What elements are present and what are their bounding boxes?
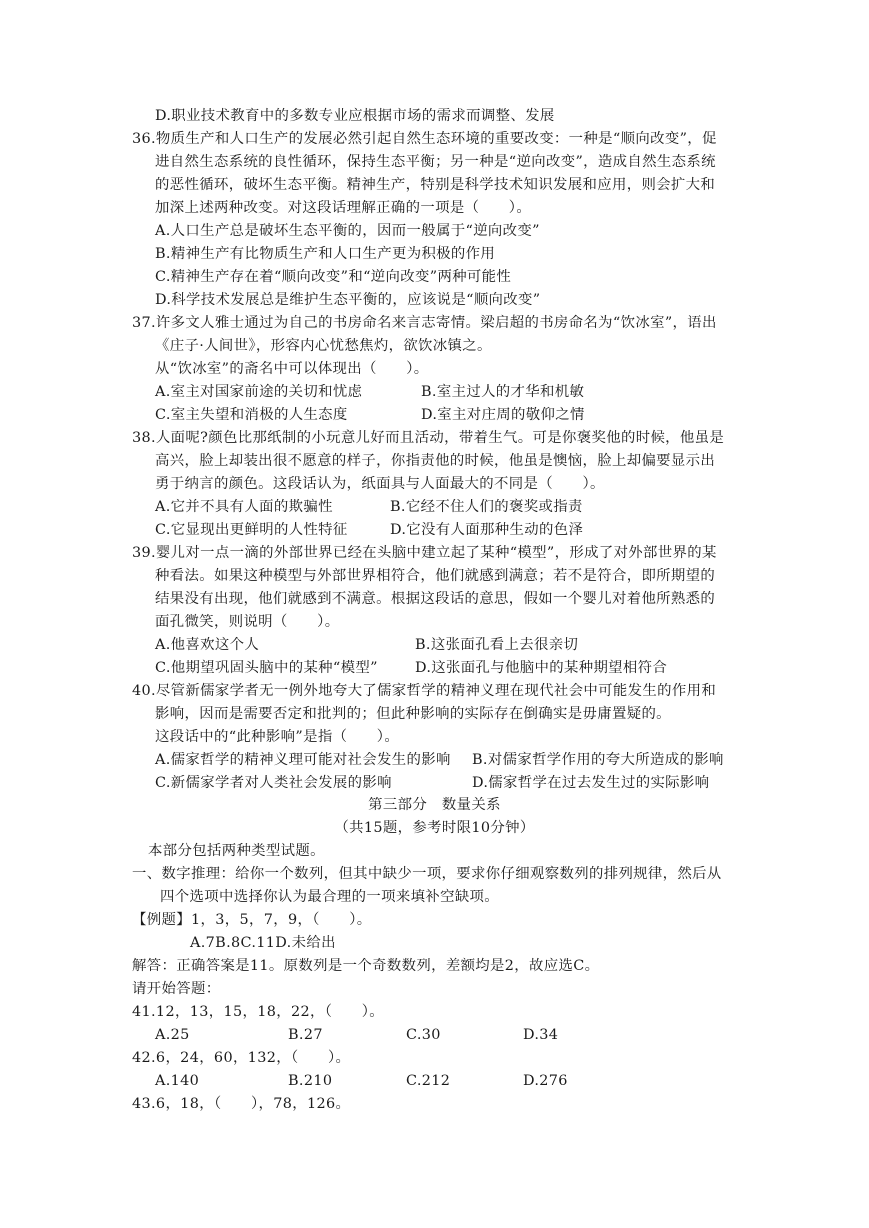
line-q39-stem-4: 面孔微笑，则说明（ ）。 — [155, 614, 340, 630]
line-section-intro: 本部分包括两种类型试题。 — [148, 843, 325, 859]
line-q38-option-d: D.它没有人面那种生动的色泽 — [390, 522, 584, 538]
line-q38-stem-2: 高兴，脸上却装出很不愿意的样子，你指责他的时候，他虽是懊恼，脸上却偏要显示出 — [155, 453, 716, 469]
line-q41-option-b: B.27 — [288, 1027, 323, 1043]
line-type-one-desc-2: 四个选项中选择你认为最合理的一项来填补空缺项。 — [160, 889, 500, 905]
line-q36-stem-1: 36.物质生产和人口生产的发展必然引起自然生态环境的重要改变：一种是“顺向改变”，促 — [132, 131, 717, 147]
line-q37-stem-2: 《庄子·人间世》，形容内心忧愁焦灼，欲饮冰镇之。 — [155, 338, 492, 354]
line-q39-stem-1: 39.婴儿对一点一滴的外部世界已经在头脑中建立起了某种“模型”，形成了对外部世界的某 — [132, 545, 717, 561]
line-example-answer: 解答：正确答案是11。原数列是一个奇数数列，差额均是2，故应选C。 — [132, 958, 600, 974]
line-q39-stem-2: 种看法。如果这种模型与外部世界相符合，他们就感到满意；若不是符合，即所期望的 — [155, 568, 716, 584]
line-q36-stem-2: 进自然生态系统的良性循环，保持生态平衡；另一种是“逆向改变”，造成自然生态系统 — [155, 154, 716, 170]
line-q42-option-c: C.212 — [406, 1073, 451, 1089]
line-q40-option-c: C.新儒家学者对人类社会发展的影响 — [155, 775, 392, 791]
line-q38-option-a: A.它并不具有人面的欺骗性 — [155, 499, 333, 515]
line-q40-option-d: D.儒家哲学在过去发生过的实际影响 — [472, 775, 710, 791]
line-q40-stem-2: 影响，因而是需要否定和批判的；但此种影响的实际存在倒确实是毋庸置疑的。 — [155, 706, 671, 722]
line-q37-stem-3: 从“饮冰室”的斋名中可以体现出（ ）。 — [155, 361, 429, 377]
line-q39-option-c: C.他期望巩固头脑中的某种“模型” — [155, 660, 378, 676]
line-q38-stem-3: 勇于纳言的颜色。这段话认为，纸面具与人面最大的不同是（ ）。 — [155, 476, 605, 492]
line-q40-stem-3: 这段话中的“此种影响”是指（ ）。 — [155, 729, 400, 745]
line-q41-stem: 41.12，13，15，18，22，（ ）。 — [132, 1004, 385, 1020]
line-q38-stem-1: 38.人面呢?颜色比那纸制的小玩意儿好而且活动，带着生气。可是你褒奖他的时候，他虽是 — [132, 430, 725, 446]
line-q42-stem: 42.6，24，60，132，（ ）。 — [132, 1050, 351, 1066]
line-q40-stem-1: 40.尽管新儒家学者无一例外地夸大了儒家哲学的精神义理在现代社会中可能发生的作用和 — [132, 683, 717, 699]
line-begin: 请开始答题： — [132, 981, 221, 997]
line-q39-option-b: B.这张面孔看上去很亲切 — [415, 637, 579, 653]
line-example-options: A.7B.8C.11D.未给出 — [190, 935, 336, 951]
line-example: 【例题】1，3，5，7，9，（ ）。 — [132, 912, 372, 928]
line-q40-option-a: A.儒家哲学的精神义理可能对社会发生的影响 — [155, 752, 451, 768]
line-q42-option-a: A.140 — [155, 1073, 200, 1089]
line-q42-option-d: D.276 — [523, 1073, 568, 1089]
line-q37-option-d: D.室主对庄周的敬仰之情 — [421, 407, 585, 423]
line-q37-option-b: B.室主过人的才华和机敏 — [421, 384, 585, 400]
line-q41-option-a: A.25 — [155, 1027, 190, 1043]
line-q39-option-a: A.他喜欢这个人 — [155, 637, 260, 653]
line-q36-stem-4: 加深上述两种改变。对这段话理解正确的一项是（ ）。 — [155, 200, 532, 216]
line-q36-option-d: D.科学技术发展总是维护生态平衡的，应该说是“顺向改变” — [155, 292, 541, 308]
line-q39-stem-3: 结果没有出现，他们就感到不满意。根据这段话的意思，假如一个婴儿对着他所熟悉的 — [155, 591, 716, 607]
line-q36-option-a: A.人口生产总是破坏生态平衡的，因而一般属于“逆向改变” — [155, 223, 540, 239]
line-q38-option-b: B.它经不住人们的褒奖或指责 — [390, 499, 583, 515]
line-type-one-desc-1: 一、数字推理：给你一个数列，但其中缺少一项，要求你仔细观察数列的排列规律，然后从 — [132, 866, 722, 882]
line-q35-option-d: D.职业技术教育中的多数专业应根据市场的需求而调整、发展 — [155, 108, 555, 124]
line-q37-option-a: A.室主对国家前途的关切和忧虑 — [155, 384, 363, 400]
line-q36-stem-3: 的恶性循环，破坏生态平衡。精神生产，特别是科学技术知识发展和应用，则会扩大和 — [155, 177, 716, 193]
line-q37-stem-1: 37.许多文人雅士通过为自己的书房命名来言志寄情。梁启超的书房命名为“饮冰室”，语出 — [132, 315, 717, 331]
line-q36-option-c: C.精神生产存在着“顺向改变”和“逆向改变”两种可能性 — [155, 269, 512, 285]
line-q36-option-b: B.精神生产有比物质生产和人口生产更为积极的作用 — [155, 246, 496, 262]
section-subtitle: （共15题，参考时限10分钟） — [334, 820, 535, 836]
line-q41-option-c: C.30 — [406, 1027, 441, 1043]
line-q41-option-d: D.34 — [523, 1027, 559, 1043]
line-q40-option-b: B.对儒家哲学作用的夸大所造成的影响 — [472, 752, 724, 768]
section-title: 第三部分 数量关系 — [368, 797, 501, 813]
line-q39-option-d: D.这张面孔与他脑中的某种期望相符合 — [415, 660, 668, 676]
line-q42-option-b: B.210 — [288, 1073, 333, 1089]
line-q37-option-c: C.室主失望和消极的人生态度 — [155, 407, 348, 423]
line-q38-option-c: C.它显现出更鲜明的人性特征 — [155, 522, 348, 538]
line-q43-stem: 43.6，18，（ ），78，126。 — [132, 1096, 351, 1112]
